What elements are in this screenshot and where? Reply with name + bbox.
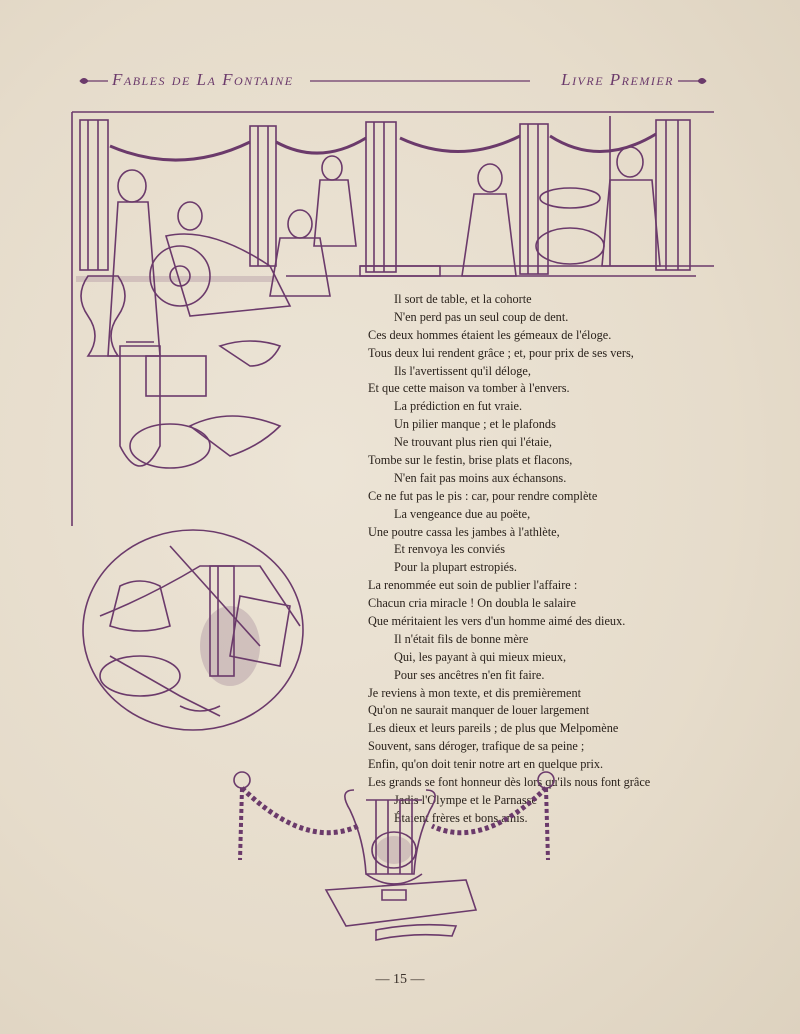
- poem-line: Il sort de table, et la cohorte: [394, 292, 532, 306]
- poem-line: Qui, les payant à qui mieux mieux,: [394, 649, 567, 664]
- poem-line: Ne trouvant plus rien qui l'étaie,: [394, 435, 552, 450]
- lyre-garland-ornament: [226, 770, 562, 950]
- page-number: — 15 —: [375, 972, 425, 987]
- poem-line: Ces deux hommes étaient les gémeaux de l'éloge.: [368, 327, 612, 342]
- poem-line: Tous deux lui rendent grâce ; et, pour prix de ses vers,: [368, 345, 634, 360]
- poem-line: Ce ne fut pas le pis : car, pour rendre complète: [368, 488, 598, 503]
- poem-line: La prédiction en fut vraie.: [394, 399, 523, 414]
- poem-line: Étaient frères et bons amis.: [394, 810, 528, 825]
- poem-line: Chacun cria miracle ! On doubla le salaire: [368, 596, 576, 611]
- poem-line: Souvent, sans déroger, trafique de sa peine ;: [368, 739, 585, 754]
- poem-line: Et que cette maison va tomber à l'envers.: [368, 381, 570, 396]
- poem-line: Enfin, qu'on doit tenir notre art en quelque prix.: [368, 757, 604, 772]
- poem-line: N'en fait pas moins aux échansons.: [394, 470, 567, 485]
- poem-line: Que méritaient les vers d'un homme aimé des dieux.: [368, 614, 626, 629]
- poem-line: N'en perd pas un seul coup de dent.: [394, 309, 569, 324]
- ruins-medallion: [80, 526, 310, 734]
- chapter-title: Livre Premier: [561, 70, 674, 89]
- poem-line: Pour ses ancêtres n'en fit faire.: [394, 667, 545, 682]
- poem-line: Ils l'avertissent qu'il déloge,: [394, 363, 531, 378]
- poem-text: [368, 291, 698, 828]
- poem-line: Tombe sur le festin, brise plats et flacons,: [368, 453, 573, 468]
- poem-line: Jadis l'Olympe et le Parnasse: [394, 792, 537, 807]
- poem-line: Et renvoya les conviés: [394, 542, 505, 557]
- poem-line: Qu'on ne saurait manquer de louer largement: [368, 703, 590, 718]
- poem-line: Je reviens à mon texte, et dis premièrement: [368, 685, 582, 700]
- poem-line: Il n'était fils de bonne mère: [394, 631, 529, 646]
- poem-line: La vengeance due au poëte,: [394, 506, 531, 521]
- poem-line: Les dieux et leurs pareils ; de plus que Melpomène: [368, 721, 619, 736]
- book-title: Fables de La Fontaine: [112, 70, 294, 89]
- text-panel-border: [286, 274, 698, 282]
- running-header: [78, 66, 708, 94]
- poem-line: Pour la plupart estropiés.: [394, 560, 517, 575]
- poem-line: Un pilier manque ; et le plafonds: [394, 417, 556, 432]
- poem-line: Les grands se font honneur dès lors qu'ils nous font grâce: [368, 775, 651, 790]
- poem-line: Une poutre cassa les jambes à l'athlète,: [368, 524, 560, 539]
- poem-line: La renommée eut soin de publier l'affaire :: [368, 578, 578, 593]
